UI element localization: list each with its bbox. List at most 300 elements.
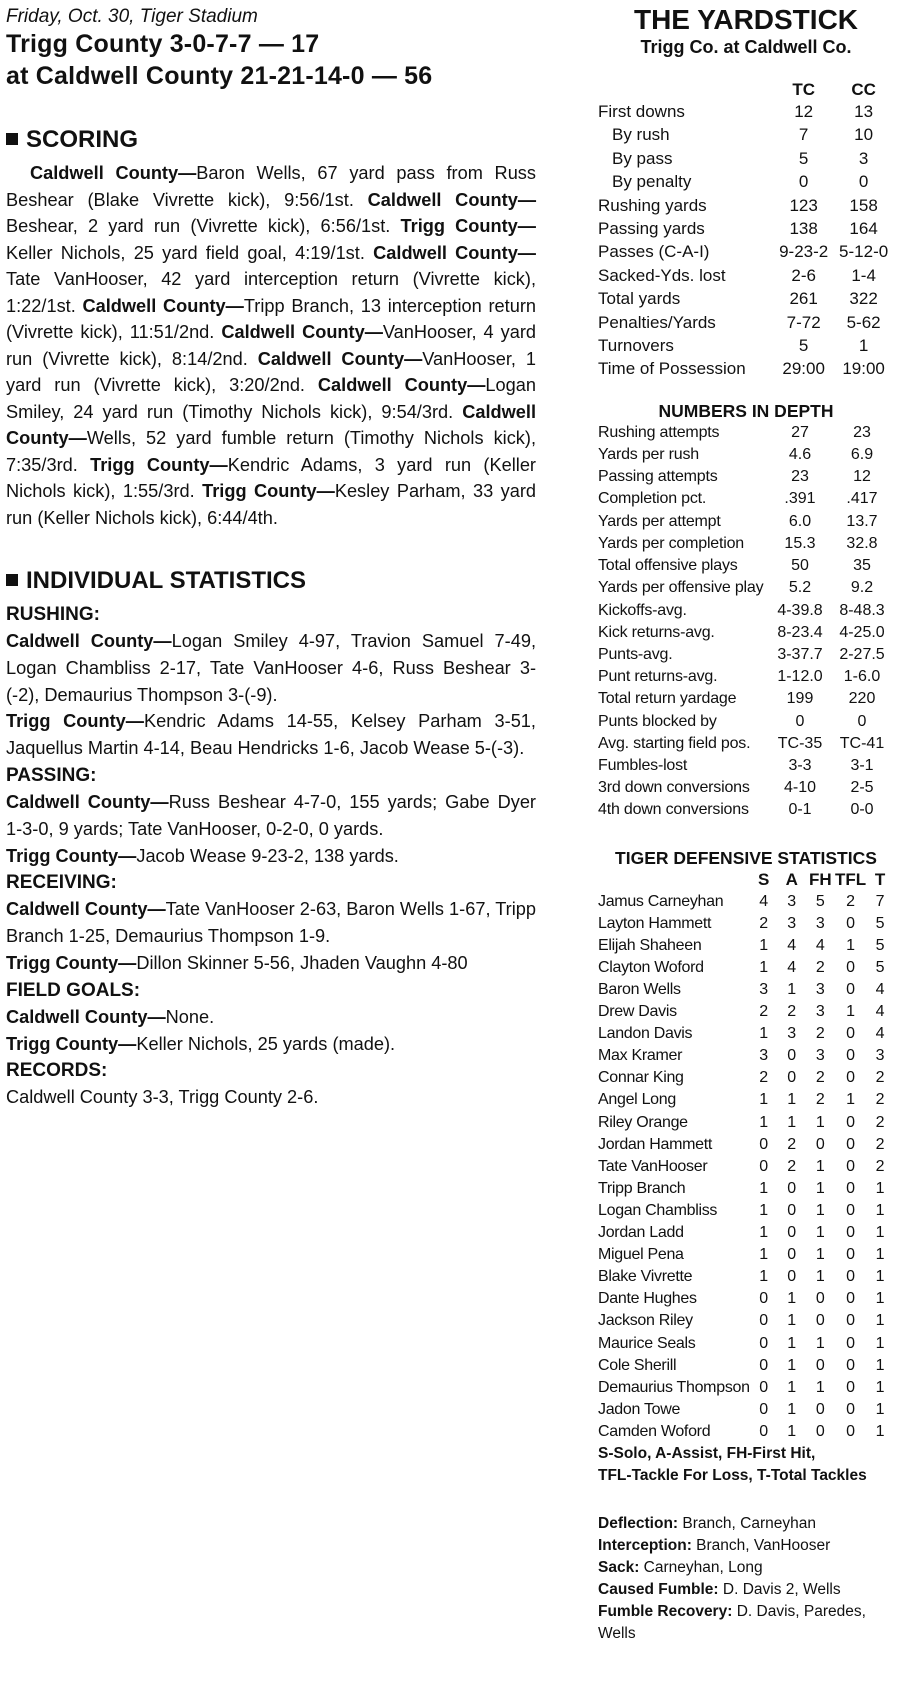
note-text: D. Davis, Paredes, Wells <box>598 1602 866 1642</box>
stat-text: Kendric Adams 14-55, Kelsey Parham 3-51, Jaquellus Martin 4-14, Beau Hendricks 1-6, Jacob Wease 5-(-3). <box>6 711 536 759</box>
stat-tc: 3-3 <box>788 756 812 774</box>
stat-fh: 3 <box>815 1003 825 1021</box>
stat-cc: TC-41 <box>839 734 885 752</box>
stat-label: Yards per attempt <box>598 512 721 530</box>
individual-heading-text: INDIVIDUAL STATISTICS <box>26 567 307 594</box>
defense-row <box>598 1421 894 1443</box>
stat-tfl: 0 <box>846 1290 855 1308</box>
yardstick-row <box>598 311 894 334</box>
stat-tfl: 0 <box>846 1400 855 1418</box>
col-header-cc: CC <box>851 80 876 99</box>
stat-tfl: 0 <box>846 1422 855 1440</box>
player-name: Angel Long <box>598 1091 676 1109</box>
depth-row <box>598 511 894 533</box>
field-goals-caldwell <box>6 1004 536 1031</box>
stat-t: 2 <box>875 1113 885 1131</box>
player-name: Layton Hammett <box>598 914 712 932</box>
stat-tc: 1-12.0 <box>777 668 823 686</box>
passing-trigg <box>6 843 536 870</box>
scoring-play: VanHooser, 4 yard run (Vivrette kick), 8:14/2nd. <box>6 322 537 369</box>
stat-text: Tate VanHooser 2-63, Baron Wells 1-67, Tripp Branch 1-25, Demaurius Thompson 1-9. <box>6 899 536 947</box>
depth-row <box>598 444 894 466</box>
stat-tfl: 0 <box>846 1246 855 1264</box>
score-line-trigg: Trigg County 3-0-7-7 — 17 <box>6 30 320 58</box>
stat-t: 5 <box>875 936 885 954</box>
defense-row <box>598 1310 894 1332</box>
individual-heading <box>6 567 536 595</box>
stat-tc: 4-39.8 <box>777 601 823 619</box>
stat-a: 3 <box>787 892 797 910</box>
stat-tfl: 0 <box>846 1069 855 1087</box>
stat-t: 5 <box>875 914 885 932</box>
stat-s: 0 <box>759 1157 769 1175</box>
team-name: Caldwell County— <box>6 631 172 651</box>
square-bullet-icon <box>6 574 18 586</box>
player-name: Baron Wells <box>598 981 681 998</box>
stat-tc: 50 <box>791 557 809 575</box>
stat-label: Punts-avg. <box>598 645 673 663</box>
stat-cc: 23 <box>853 423 871 441</box>
score-line-caldwell: at Caldwell County 21-21-14-0 — 56 <box>6 62 433 90</box>
records-text: Caldwell County 3-3, Trigg County 2-6. <box>6 1087 319 1108</box>
stat-tc: 6.0 <box>788 512 812 530</box>
player-name: Tripp Branch <box>598 1179 686 1197</box>
stat-tfl: 0 <box>846 1201 855 1219</box>
header-spacer <box>598 80 774 100</box>
player-name: Jordan Hammett <box>598 1135 713 1153</box>
scoring-team: Caldwell County— <box>367 189 537 210</box>
stat-a: 2 <box>787 1135 797 1153</box>
player-name: Demaurius Thompson <box>598 1378 750 1396</box>
note-text: D. Davis 2, Wells <box>718 1580 841 1598</box>
stat-label: Total yards <box>598 289 681 309</box>
stat-t: 2 <box>875 1135 885 1153</box>
stat-cc: 1-4 <box>851 265 876 285</box>
depth-row <box>598 644 894 666</box>
stat-label: Passes (C-A-I) <box>598 242 710 262</box>
note-line <box>598 1535 894 1557</box>
stat-label: Avg. starting field pos. <box>598 734 751 752</box>
note-text: Branch, VanHooser <box>691 1536 831 1554</box>
yardstick-row <box>598 334 894 357</box>
stat-cc: 164 <box>849 219 878 239</box>
stat-text: Russ Beshear 4-7-0, 155 yards; Gabe Dyer 1-3-0, 9 yards; Tate VanHooser, 0-2-0, 0 yards. <box>6 791 536 839</box>
stat-tc: 3-37.7 <box>777 645 823 663</box>
yardstick-row <box>598 264 894 287</box>
stat-text: Logan Smiley 4-97, Travion Samuel 7-49, Logan Chambliss 2-17, Tate VanHooser 4-6, Russ Beshear 3-(-2), Demaurius Thompson 3-(-9). <box>6 631 536 705</box>
defense-row <box>598 1134 894 1156</box>
defense-col-header: FH <box>809 869 832 889</box>
right-column <box>598 4 894 1645</box>
stat-label: Completion pct. <box>598 490 707 508</box>
scoring-team: Caldwell County— <box>30 163 197 183</box>
stat-tfl: 0 <box>846 1113 855 1131</box>
stat-fh: 1 <box>815 1113 825 1131</box>
defense-row <box>598 1178 894 1200</box>
stat-label: Total return yardage <box>598 690 737 708</box>
stat-s: 1 <box>759 936 769 954</box>
depth-row <box>598 733 894 755</box>
stat-cc: 2-27.5 <box>839 645 885 663</box>
stat-t: 4 <box>875 1025 885 1043</box>
stat-a: 0 <box>787 1201 797 1219</box>
stat-tfl: 2 <box>846 892 855 910</box>
scoring-play: Kendric Adams, 3 yard run (Keller Nichols kick), 1:55/3rd. <box>6 454 536 501</box>
legend-line: TFL-Tackle For Loss, T-Total Tackles <box>598 1466 867 1484</box>
stat-cc: 2-5 <box>850 779 874 797</box>
square-bullet-icon <box>6 133 18 145</box>
depth-row <box>598 622 894 644</box>
stat-fh: 0 <box>815 1290 825 1308</box>
passing-label: PASSING: <box>6 764 97 786</box>
scoring-team: Trigg County— <box>90 454 228 475</box>
stat-tfl: 0 <box>846 1356 855 1374</box>
stat-a: 1 <box>787 1400 797 1418</box>
stat-a: 1 <box>787 1356 797 1374</box>
stat-t: 1 <box>875 1400 885 1418</box>
stat-tc: 199 <box>786 690 814 708</box>
receiving-caldwell <box>6 896 536 950</box>
stat-s: 2 <box>759 914 769 932</box>
defense-row <box>598 1355 894 1377</box>
stat-tfl: 0 <box>846 1135 855 1153</box>
scoring-play: Tate VanHooser, 42 yard interception return (Vivrette kick), 1:22/1st. <box>6 269 536 316</box>
yardstick-title: THE YARDSTICK <box>633 4 859 35</box>
defense-row <box>598 935 894 957</box>
stat-s: 1 <box>759 1246 769 1264</box>
stat-label: Penalties/Yards <box>598 312 716 332</box>
stat-a: 3 <box>787 914 797 932</box>
stat-tc: .391 <box>784 490 816 508</box>
stat-tfl: 0 <box>846 1334 855 1352</box>
stat-label: Turnovers <box>598 336 674 356</box>
defense-col-header: TFL <box>834 869 867 889</box>
col-header-tc: TC <box>792 80 815 99</box>
stat-tfl: 0 <box>846 1179 855 1197</box>
stat-label: Rushing yards <box>598 195 707 215</box>
team-name: Caldwell County— <box>6 899 166 920</box>
stat-s: 1 <box>759 1091 769 1109</box>
stat-fh: 3 <box>815 981 825 998</box>
stat-cc: 12 <box>853 468 871 486</box>
defense-row <box>598 891 894 913</box>
stat-a: 0 <box>787 1069 797 1087</box>
stat-a: 0 <box>787 1179 797 1197</box>
receiving-label: RECEIVING: <box>6 872 117 894</box>
scoring-heading <box>6 126 536 154</box>
yardstick-header-row <box>598 80 894 100</box>
stat-cc: 13.7 <box>846 512 878 530</box>
stat-fh: 0 <box>815 1422 825 1440</box>
receiving-trigg <box>6 950 536 977</box>
stat-fh: 2 <box>815 958 825 976</box>
stat-fh: 1 <box>815 1268 825 1286</box>
stat-cc: 0 <box>858 172 869 192</box>
note-text: Carneyhan, Long <box>639 1558 763 1576</box>
defense-notes <box>598 1513 894 1645</box>
player-name: Blake Vivrette <box>598 1268 693 1286</box>
scoring-play: Tripp Branch, 13 interception return (Vivrette kick), 11:51/2nd. <box>6 295 536 342</box>
stat-s: 0 <box>759 1356 769 1374</box>
yardstick-subtitle: Trigg Co. at Caldwell Co. <box>640 37 852 57</box>
stat-label: Kick returns-avg. <box>598 623 715 641</box>
stat-text: Jacob Wease 9-23-2, 138 yards. <box>136 845 399 866</box>
defense-row <box>598 1089 894 1111</box>
stat-fh: 3 <box>815 1047 825 1065</box>
stat-a: 1 <box>787 1334 797 1352</box>
yardstick-row <box>598 100 894 123</box>
stat-s: 1 <box>759 958 769 976</box>
scoring-play: VanHooser, 1 yard run (Vivrette kick), 3:20/2nd. <box>6 348 537 395</box>
player-name: Jamus Carneyhan <box>598 892 724 910</box>
stat-tc: 5 <box>798 148 809 168</box>
note-line <box>598 1513 894 1535</box>
stat-tc: 15.3 <box>784 534 816 552</box>
numbers-in-depth-table <box>598 422 894 822</box>
depth-row <box>598 533 894 555</box>
stat-t: 2 <box>875 1091 885 1109</box>
stat-label: Total offensive plays <box>598 557 738 575</box>
depth-row <box>598 755 894 777</box>
stat-fh: 1 <box>815 1246 825 1264</box>
stat-cc: 158 <box>849 195 878 215</box>
stat-s: 0 <box>759 1334 769 1352</box>
stat-tfl: 0 <box>846 1025 855 1043</box>
stat-label: First downs <box>598 102 685 121</box>
stat-a: 2 <box>787 1157 797 1175</box>
team-name: Trigg County— <box>6 952 137 973</box>
note-label: Deflection: <box>598 1514 679 1532</box>
stat-label: Yards per completion <box>598 534 745 552</box>
scoring-team: Trigg County— <box>400 216 536 236</box>
player-name: Drew Davis <box>598 1003 677 1021</box>
note-label: Interception: <box>598 1536 692 1554</box>
stat-s: 1 <box>759 1113 769 1131</box>
scoring-team: Caldwell County— <box>317 375 486 395</box>
stat-cc: 0-0 <box>850 801 874 819</box>
stat-label: By penalty <box>612 172 692 192</box>
stat-t: 1 <box>875 1334 885 1352</box>
scoring-play: Kesley Parham, 33 yard run (Keller Nichols kick), 6:44/4th. <box>6 481 536 528</box>
player-name: Max Kramer <box>598 1047 683 1065</box>
stat-cc: 0 <box>857 712 867 730</box>
stat-tfl: 0 <box>846 981 855 998</box>
defense-row <box>598 913 894 935</box>
stat-label: By pass <box>612 148 673 168</box>
stat-tfl: 0 <box>846 1312 855 1330</box>
scoring-play: Wells, 52 yard fumble return (Timothy Nichols kick), 7:35/3rd. <box>6 428 536 475</box>
team-name: Caldwell County— <box>6 791 169 812</box>
stat-s: 3 <box>759 1047 769 1065</box>
stat-tfl: 1 <box>846 1003 855 1021</box>
player-name: Elijah Shaheen <box>598 936 702 954</box>
yardstick-row <box>598 194 894 217</box>
stat-s: 4 <box>759 892 769 910</box>
stat-text: Keller Nichols, 25 yards (made). <box>136 1033 396 1054</box>
stat-s: 0 <box>759 1378 769 1396</box>
stat-t: 1 <box>875 1378 885 1396</box>
stat-a: 0 <box>787 1246 797 1264</box>
depth-row <box>598 466 894 488</box>
stat-tc: 27 <box>791 423 809 441</box>
dateline: Friday, Oct. 30, Tiger Stadium <box>6 6 258 27</box>
stat-cc: .417 <box>846 490 878 508</box>
stat-t: 1 <box>875 1179 885 1197</box>
stat-a: 1 <box>787 981 797 998</box>
defense-row <box>598 1023 894 1045</box>
player-name: Logan Chambliss <box>598 1201 718 1219</box>
header-spacer <box>598 869 750 891</box>
stat-a: 4 <box>787 958 797 976</box>
stat-tc: 123 <box>789 195 818 215</box>
note-label: Sack: <box>598 1558 640 1576</box>
yardstick-row <box>598 147 894 170</box>
stat-a: 1 <box>787 1091 797 1109</box>
stat-label: Yards per offensive play <box>598 579 764 597</box>
stat-t: 1 <box>875 1422 885 1440</box>
stat-tc: 7-72 <box>786 312 821 332</box>
stat-tc: 138 <box>789 219 818 239</box>
stat-label: 3rd down conversions <box>598 779 750 797</box>
stat-tc: 4.6 <box>788 446 812 464</box>
note-line <box>598 1601 894 1645</box>
stat-cc: 19:00 <box>842 359 885 379</box>
stat-a: 2 <box>787 1003 797 1021</box>
player-name: Cole Sherill <box>598 1356 677 1374</box>
defense-row <box>598 979 894 1001</box>
yardstick-row <box>598 217 894 240</box>
scoring-heading-text: SCORING <box>26 126 139 153</box>
stat-label: By rush <box>612 125 670 145</box>
stat-fh: 0 <box>815 1312 825 1330</box>
stat-label: Time of Possession <box>598 359 746 379</box>
stat-t: 1 <box>875 1290 885 1308</box>
depth-row <box>598 577 894 599</box>
defense-row <box>598 1067 894 1089</box>
stat-fh: 3 <box>815 914 825 932</box>
player-name: Camden Woford <box>598 1422 711 1440</box>
stat-t: 3 <box>875 1047 885 1065</box>
stat-label: Sacked-Yds. lost <box>598 265 726 285</box>
stat-cc: 6.9 <box>850 446 874 464</box>
stat-a: 1 <box>787 1290 797 1308</box>
scoring-play: Keller Nichols, 25 yard field goal, 4:19/1st. <box>6 242 374 263</box>
stat-tfl: 1 <box>846 936 855 954</box>
defense-row <box>598 1200 894 1222</box>
note-line <box>598 1579 894 1601</box>
player-name: Clayton Woford <box>598 958 704 976</box>
depth-row <box>598 555 894 577</box>
scoring-team: Caldwell County— <box>82 295 244 316</box>
player-name: Landon Davis <box>598 1025 693 1043</box>
defense-row <box>598 1399 894 1421</box>
defense-row <box>598 1112 894 1134</box>
stat-label: Punts blocked by <box>598 712 717 730</box>
stat-fh: 2 <box>815 1069 825 1087</box>
stat-tfl: 0 <box>846 1224 855 1242</box>
yardstick-row <box>598 287 894 310</box>
note-text: Branch, Carneyhan <box>678 1514 816 1532</box>
team-name: Trigg County— <box>6 1033 137 1054</box>
defense-col-header: T <box>874 869 886 889</box>
stat-cc: 32.8 <box>846 534 878 552</box>
stat-tc: 4-10 <box>783 779 817 797</box>
stat-t: 1 <box>875 1356 885 1374</box>
stat-cc: 220 <box>848 690 876 708</box>
stat-cc: 13 <box>854 102 874 121</box>
stat-a: 1 <box>787 1378 797 1396</box>
note-line <box>598 1557 894 1579</box>
stat-t: 1 <box>875 1224 885 1242</box>
stat-s: 1 <box>759 1268 769 1286</box>
depth-row <box>598 422 894 444</box>
stat-tc: 0 <box>798 172 809 192</box>
stat-tfl: 1 <box>846 1091 855 1109</box>
defense-row <box>598 1001 894 1023</box>
stat-label: Passing yards <box>598 219 705 239</box>
stat-label: Kickoffs-avg. <box>598 601 687 619</box>
stat-s: 2 <box>759 1003 769 1021</box>
defense-row <box>598 1266 894 1288</box>
field-goals-trigg <box>6 1031 536 1058</box>
stat-cc: 5-12-0 <box>839 242 889 262</box>
yardstick-table <box>598 80 894 381</box>
stat-label: Rushing attempts <box>598 423 720 441</box>
stat-a: 1 <box>787 1422 797 1440</box>
defense-row <box>598 1288 894 1310</box>
player-name: Riley Orange <box>598 1113 688 1131</box>
stat-cc: 5-62 <box>846 312 881 332</box>
defense-row <box>598 1156 894 1178</box>
team-name: Caldwell County— <box>6 1006 166 1027</box>
yardstick-row <box>598 357 894 380</box>
stat-cc: 322 <box>849 289 878 309</box>
yardstick-row <box>598 123 894 146</box>
stat-t: 5 <box>875 958 885 976</box>
defense-row <box>598 1244 894 1266</box>
stat-tc: 5 <box>798 336 809 356</box>
rushing-label: RUSHING: <box>6 604 100 625</box>
stat-tfl: 0 <box>846 1378 855 1396</box>
defense-row <box>598 1333 894 1355</box>
stat-s: 1 <box>759 1224 769 1242</box>
stat-t: 7 <box>875 892 885 910</box>
stat-label: Yards per rush <box>598 446 699 464</box>
scoring-play: Baron Wells, 67 yard pass from Russ Beshear (Blake Vivrette kick), 9:56/1st. <box>6 163 536 210</box>
stat-label: 4th down conversions <box>598 801 749 819</box>
stat-t: 2 <box>875 1069 885 1087</box>
defense-title: TIGER DEFENSIVE STATISTICS <box>615 847 877 868</box>
stat-fh: 1 <box>815 1334 825 1352</box>
player-name: Jordan Ladd <box>598 1224 684 1242</box>
stat-t: 1 <box>875 1312 885 1330</box>
stat-fh: 5 <box>815 892 825 910</box>
defense-row <box>598 1222 894 1244</box>
note-label: Fumble Recovery: <box>598 1602 733 1620</box>
scoring-team: Caldwell County— <box>6 401 536 448</box>
note-label: Caused Fumble: <box>598 1580 719 1598</box>
player-name: Jadon Towe <box>598 1400 681 1418</box>
scoring-team: Caldwell County— <box>257 348 423 369</box>
stat-cc: 1-6.0 <box>843 668 881 686</box>
player-name: Maurice Seals <box>598 1334 696 1352</box>
stat-tc: 23 <box>791 468 809 486</box>
passing-caldwell <box>6 789 536 843</box>
stat-t: 2 <box>875 1157 885 1175</box>
depth-row <box>598 666 894 688</box>
stat-tfl: 0 <box>846 1268 855 1286</box>
depth-row <box>598 488 894 510</box>
